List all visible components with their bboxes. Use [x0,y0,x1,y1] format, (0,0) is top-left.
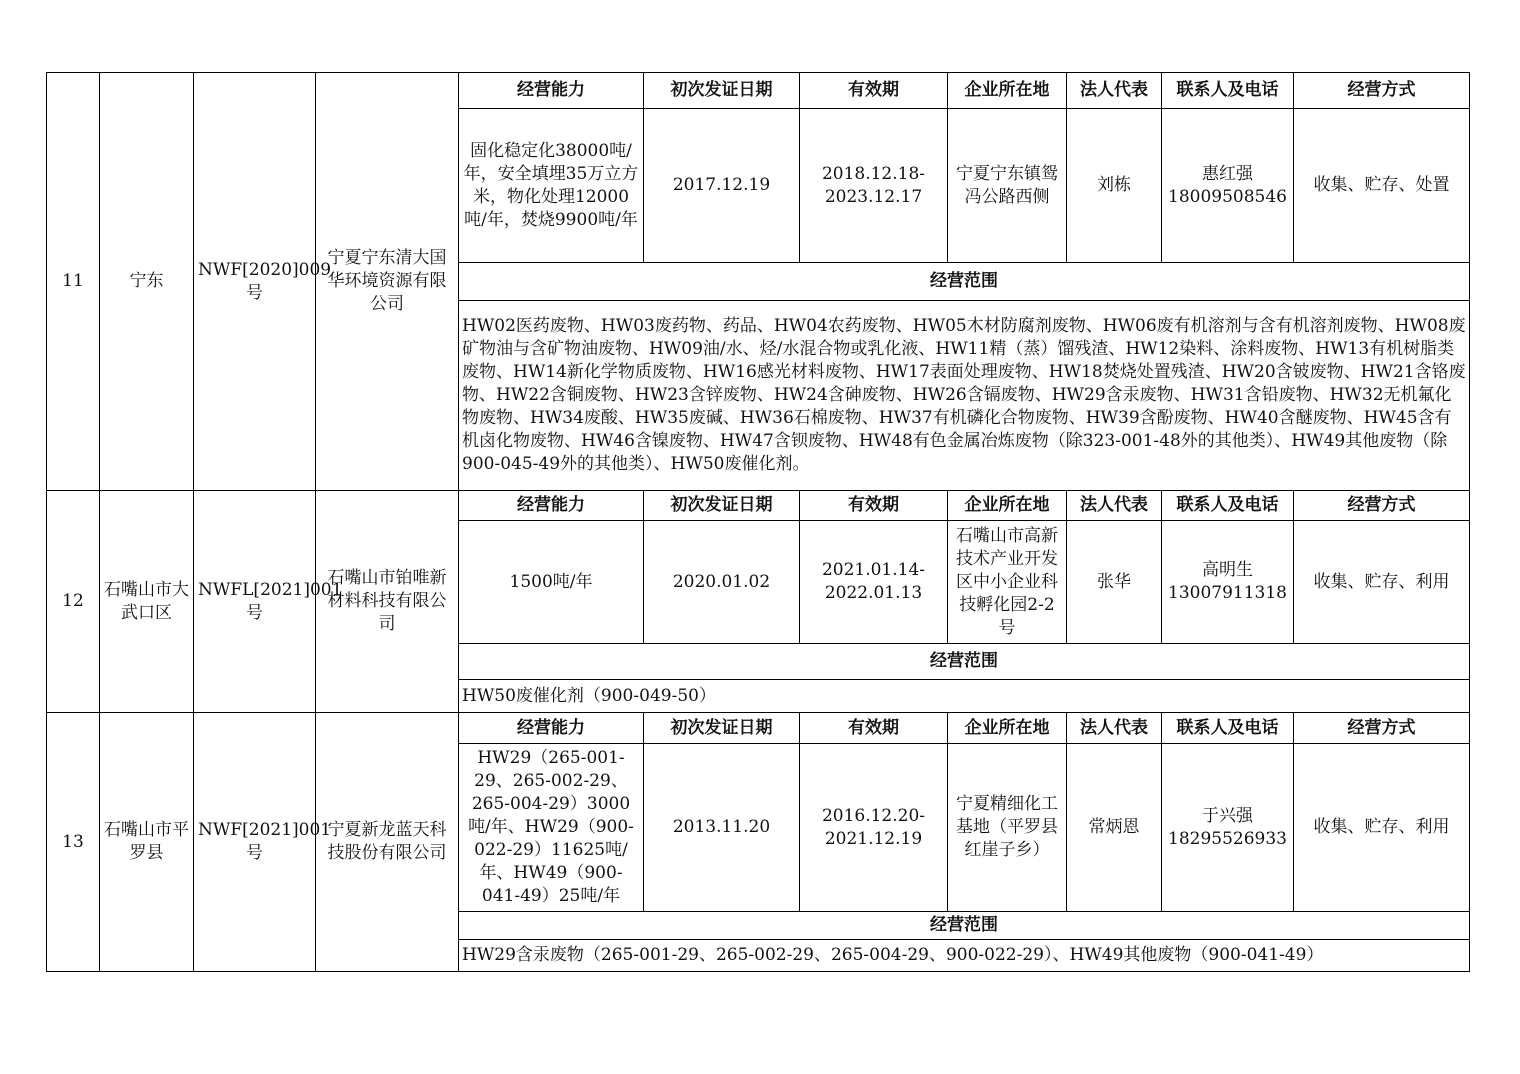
location-cell: 石嘴山市高新技术产业开发区中小企业科技孵化园2-2号 [948,521,1067,644]
mode-cell: 收集、贮存、利用 [1294,521,1470,644]
header-first-issue-date: 初次发证日期 [644,713,800,744]
first-issue-date-cell: 2020.01.02 [644,521,800,644]
contact-phone: 18009508546 [1168,186,1287,207]
table-row [47,713,1470,744]
header-capacity: 经营能力 [459,713,644,744]
header-location: 企业所在地 [948,713,1067,744]
location-cell: 宁夏精细化工基地（平罗县红崖子乡） [948,744,1067,912]
license-number: NWF[2021]001号 [194,713,316,972]
header-capacity: 经营能力 [459,73,644,109]
header-validity: 有效期 [800,713,948,744]
scope-cell: HW02医药废物、HW03废药物、药品、HW04农药废物、HW05木材防腐剂废物、HW06废有机溶剂与含有机溶剂废物、HW08废矿物油与含矿物油废物、HW09油/水、烃/水混合物或乳化液、HW11精（蒸）馏残渣、HW12染料、涂料废物、HW13有机树脂类废物、HW14新化学物质废物、HW16感光材料废物、HW17表面处理废物、HW18焚烧处置残渣、HW20含铍废物、HW21含铬废物、HW22含铜废物、HW23含锌废物、HW24含砷废物、HW26含镉废物、HW29含汞废物、HW31含铅废物、HW32无机氟化物废物、HW34废酸、HW35废碱、HW36石棉废物、HW37有机磷化合物废物、HW39含酚废物、HW40含醚废物、HW45含有机卤化物废物、HW46含镍废物、HW47含钡废物、HW48有色金属冶炼废物（除323-001-48外的其他类）、HW49其他废物（除900-045-49外的其他类）、HW50废催化剂。 [459,301,1470,491]
header-contact: 联系人及电话 [1162,73,1294,109]
table-row [47,491,1470,521]
legal-rep-cell: 刘栋 [1067,109,1162,263]
region-cell: 石嘴山市大武口区 [100,491,194,713]
contact-name: 惠红强 [1202,163,1253,184]
company-name: 宁夏宁东清大国华环境资源有限公司 [316,73,459,491]
header-first-issue-date: 初次发证日期 [644,491,800,521]
region-cell: 宁东 [100,73,194,491]
company-name: 石嘴山市铂唯新材料科技有限公司 [316,491,459,713]
header-mode: 经营方式 [1294,73,1470,109]
header-first-issue-date: 初次发证日期 [644,73,800,109]
location-cell: 宁夏宁东镇鸳冯公路西侧 [948,109,1067,263]
mode-cell: 收集、贮存、处置 [1294,109,1470,263]
legal-rep-cell: 常炳恩 [1067,744,1162,912]
header-validity: 有效期 [800,73,948,109]
header-mode: 经营方式 [1294,713,1470,744]
capacity-cell: 固化稳定化38000吨/年，安全填埋35万立方米，物化处理12000吨/年，焚烧9900吨/年 [459,109,644,263]
header-legal-rep: 法人代表 [1067,713,1162,744]
header-capacity: 经营能力 [459,491,644,521]
header-scope: 经营范围 [459,644,1470,680]
header-contact: 联系人及电话 [1162,713,1294,744]
header-scope: 经营范围 [459,263,1470,301]
header-location: 企业所在地 [948,491,1067,521]
mode-cell: 收集、贮存、利用 [1294,744,1470,912]
row-number: 13 [47,713,100,972]
header-legal-rep: 法人代表 [1067,491,1162,521]
table-row [47,73,1470,109]
header-location: 企业所在地 [948,73,1067,109]
header-validity: 有效期 [800,491,948,521]
legal-rep-cell: 张华 [1067,521,1162,644]
company-name: 宁夏新龙蓝天科技股份有限公司 [316,713,459,972]
row-number: 11 [47,73,100,491]
header-scope: 经营范围 [459,912,1470,940]
scope-cell: HW50废催化剂（900-049-50） [459,680,1470,713]
contact-cell [1162,109,1294,263]
capacity-cell: HW29（265-001-29、265-002-29、265-004-29）3000吨/年、HW29（900-022-29）11625吨/年、HW49（900-041-49）25吨/年 [459,744,644,912]
header-contact: 联系人及电话 [1162,491,1294,521]
row-number: 12 [47,491,100,713]
first-issue-date-cell: 2017.12.19 [644,109,800,263]
license-number: NWF[2020]009号 [194,73,316,491]
header-mode: 经营方式 [1294,491,1470,521]
capacity-cell: 1500吨/年 [459,521,644,644]
contact-cell [1162,744,1294,912]
contact-name: 于兴强 [1202,805,1253,826]
license-number: NWFL[2021]001号 [194,491,316,713]
first-issue-date-cell: 2013.11.20 [644,744,800,912]
contact-phone: 13007911318 [1168,583,1287,603]
contact-phone: 18295526933 [1168,828,1287,849]
validity-cell: 2018.12.18-2023.12.17 [800,109,948,263]
scope-cell: HW29含汞废物（265-001-29、265-002-29、265-004-29、900-022-29）、HW49其他废物（900-041-49） [459,940,1470,972]
validity-cell: 2016.12.20-2021.12.19 [800,744,948,912]
contact-name: 高明生 [1202,560,1253,580]
header-legal-rep: 法人代表 [1067,73,1162,109]
region-cell: 石嘴山市平罗县 [100,713,194,972]
validity-cell: 2021.01.14-2022.01.13 [800,521,948,644]
license-table [46,72,1470,972]
contact-cell [1162,521,1294,644]
